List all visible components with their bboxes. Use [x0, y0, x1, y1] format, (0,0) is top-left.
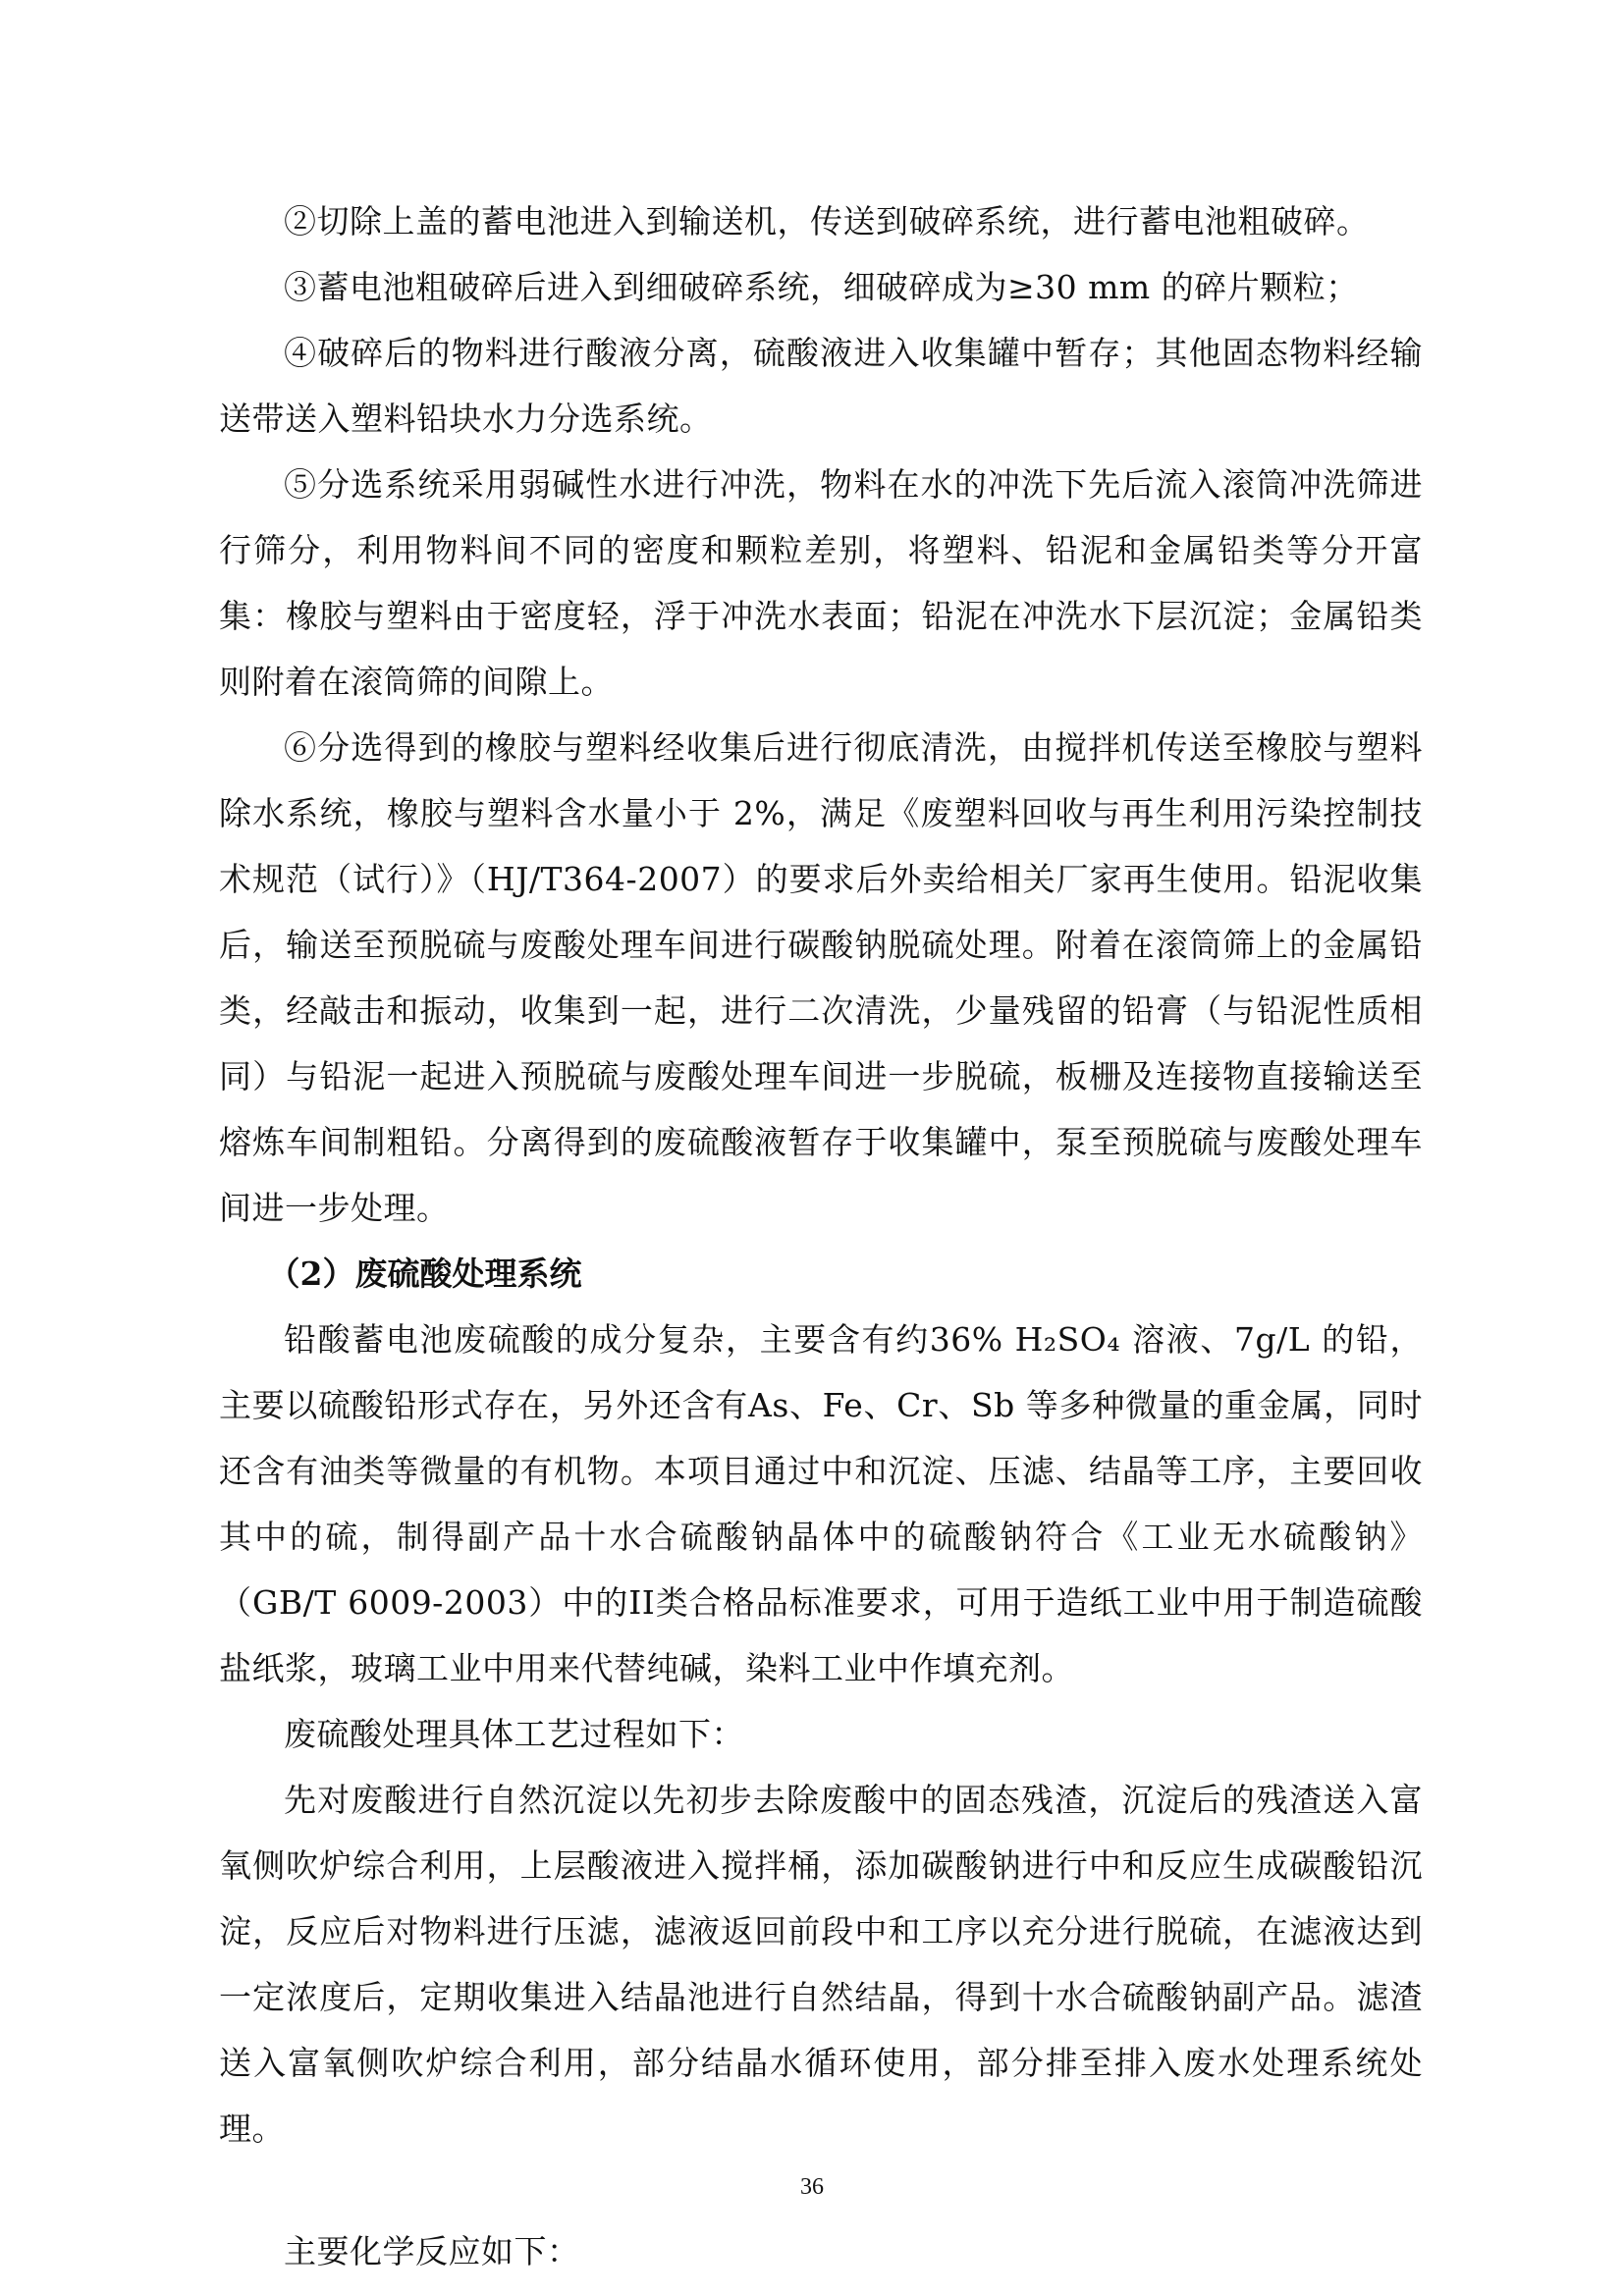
paragraph-acid-composition: 铅酸蓄电池废硫酸的成分复杂，主要含有约36% H₂SO₄ 溶液、7g/L 的铅，主要以硫酸铅形式存在，另外还含有As、Fe、Cr、Sb 等多种微量的重金属，同时还含有油类等微量的有机物。本项目通过中和沉淀、压滤、结晶等工序，主要回收其中的硫，制得副产品十水合硫酸钠晶体中的硫酸钠符合《工业无水硫酸钠》（GB/T 6009-2003）中的II类合格品标准要求，可用于造纸工业中用于制造硫酸盐纸浆，玻璃工业中用来代替纯碱，染料工业中作填充剂。	[219, 1320, 1423, 1687]
section-heading: （2）废硫酸处理系统	[267, 1255, 582, 1293]
paragraph-step-3: ③蓄电池粗破碎后进入到细破碎系统，细破碎成为≥30 mm 的碎片颗粒；	[284, 268, 1359, 306]
paragraph-step-6: ⑥分选得到的橡胶与塑料经收集后进行彻底清洗，由搅拌机传送至橡胶与塑料除水系统，橡胶与塑料含水量小于 2%，满足《废塑料回收与再生利用污染控制技术规范（试行）》（HJ/T364-2007）的要求后外卖给相关厂家再生使用。铅泥收集后，输送至预脱硫与废酸处理车间进行碳酸钠脱硫处理。附着在滚筒筛上的金属铅类，经敲击和振动，收集到一起，进行二次清洗，少量残留的铅膏（与铅泥性质相同）与铅泥一起进入预脱硫与废酸处理车间进一步脱硫，板栅及连接物直接输送至熔炼车间制粗铅。分离得到的废硫酸液暂存于收集罐中，泵至预脱硫与废酸处理车间进一步处理。	[219, 728, 1423, 1227]
paragraph-process-intro: 废硫酸处理具体工艺过程如下：	[284, 1715, 744, 1753]
page-number: 36	[800, 2174, 824, 2200]
paragraph-step-4: ④破碎后的物料进行酸液分离，硫酸液进入收集罐中暂存；其他固态物料经输送带送入塑料铅块水力分选系统。	[219, 334, 1423, 438]
paragraph-reactions-intro: 主要化学反应如下：	[284, 2232, 580, 2270]
paragraph-step-2: ②切除上盖的蓄电池进入到输送机，传送到破碎系统，进行蓄电池粗破碎。	[284, 202, 1370, 240]
paragraph-step-5: ⑤分选系统采用弱碱性水进行冲洗，物料在水的冲洗下先后流入滚筒冲洗筛进行筛分，利用物料间不同的密度和颗粒差别，将塑料、铅泥和金属铅类等分开富集：橡胶与塑料由于密度轻，浮于冲洗水表面；铅泥在冲洗水下层沉淀；金属铅类则附着在滚筒筛的间隙上。	[219, 465, 1423, 701]
document-body	[219, 188, 1423, 2284]
paragraph-process-detail: 先对废酸进行自然沉淀以先初步去除废酸中的固态残渣，沉淀后的残渣送入富氧侧吹炉综合利用，上层酸液进入搅拌桶，添加碳酸钠进行中和反应生成碳酸铅沉淀，反应后对物料进行压滤，滤液返回前段中和工序以充分进行脱硫，在滤液达到一定浓度后，定期收集进入结晶池进行自然结晶，得到十水合硫酸钠副产品。滤渣送入富氧侧吹炉综合利用，部分结晶水循环使用，部分排至排入废水处理系统处理。	[219, 1781, 1423, 2148]
